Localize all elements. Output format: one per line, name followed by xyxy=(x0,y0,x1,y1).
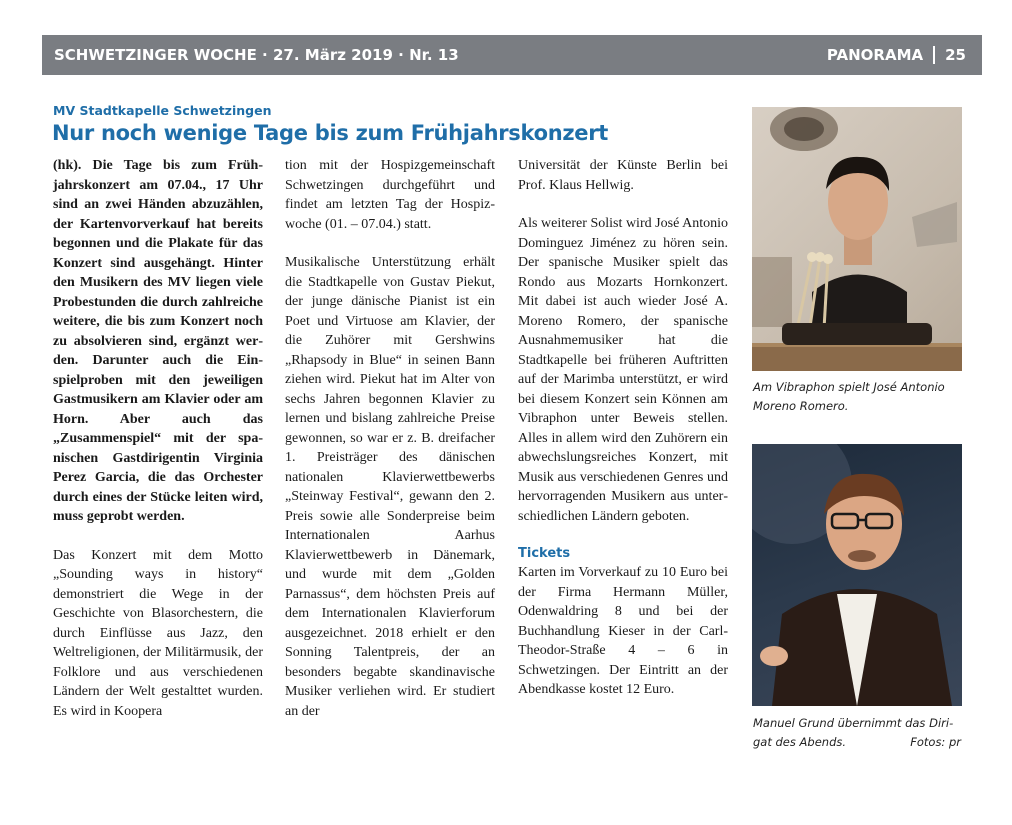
paragraph: Als weiterer Solist wird José Antonio Dominguez Jiménez zu hören sein. Der spanische Musiker spielt das Rondo aus Mozarts Hornkonzert. Mit dabei ist auch wieder José A. Moreno Romero, der spanische Ausnahmemusiker hat die Stadtkapelle bei früheren Auftritten auf der Marimba unterstützt, er wird bei diesem Konzert sein Können am Vibraphon unter Beweis stellen. Alles in allem wird den Zuhörern ein abwechslungsreiches Konzert, mit Musik aus verschiedenen Genres und hervorragenden Musikern aus unterschiedlichen Ländern geboten. xyxy=(518,216,728,524)
tickets-paragraph: Karten im Vorverkauf zu 10 Euro bei der Firma Hermann Müller, Odenwaldring 8 und bei der Buchhandlung Kieser in der Carl-Theodor-Straße 4 – 6 in Schwetzingen. Der Eintritt an der Abendkasse kostet 12 Euro. xyxy=(518,565,728,697)
publication-line: SCHWETZINGER WOCHE · 27. März 2019 · Nr. 13 xyxy=(54,46,459,64)
article-column-2 xyxy=(285,156,495,740)
paragraph: Das Konzert mit dem Motto „Sounding ways in history“ demonstriert die Wege in der Geschichte von Blasorchestern, die durch Einflüsse aus Jazz, den Weltreligionen, der Militärmusik, der Folklore und aus verschiedenen Ländern der Welt gestalttet wurden. Es wird in Koopera xyxy=(53,547,263,719)
conductor-photo xyxy=(752,444,962,706)
paragraph: tion mit der Hospizgemeinschaft Schwetzingen durchgeführt und findet am letzten Tag der Hospizwoche (01. – 07.04.) statt. xyxy=(285,158,495,232)
page-number: 25 xyxy=(945,46,966,64)
section-info xyxy=(827,46,966,64)
paragraph: Musikalische Unterstützung erhält die Stadtkapelle von Gustav Piekut, der junge dänische Pianist ist ein Poet und Virtuose am Klavier, der die Zuhörer mit Gershwins „Rhapsody in Blue“ in seinen Bann ziehen wird. Piekut hat im Alter von sechs Jahren begonnen Klavier zu lernen und bislang zahlreiche Preise gewonnen, so war er z. B. dreifacher 1. Preisträger des dänischen nationalen Klavierwettbewerbs „Steinway Festival“, gewann den 2. Preis sowie alle Sonderpreise beim Internationalen Aarhus Klavierwettbewerb in Dänemark, und wurde mit dem „Golden Parnassus“, dem höchsten Preis auf dem Internationalen Klavierforum ausgezeichnet. 2018 erhielt er den Sonning Talentpreis, der an besonders begabte skandinavische Musiker verliehen wird. Er studiert an der xyxy=(285,255,495,719)
photo-credit: Fotos: pr xyxy=(910,735,961,749)
article-kicker: MV Stadtkapelle Schwetzingen xyxy=(53,103,272,118)
lead-paragraph: (hk). Die Tage bis zum Frühjahrskonzert am 07.04., 17 Uhr sind an zwei Händen abzuzählen, der Kartenvorverkauf hat bereits begonnen und die Plakate für das Konzert sind ausgehängt. Hinter den Musikern des MV liegen viele Probestunden die durch zahlreiche weitere, die bis zum Konzert noch zu absolvieren sind, ergänzt werden. Darunter auch die Einspielproben mit den jeweiligen Gastmusikern am Klavier oder am Horn. Aber auch das „Zusammenspiel“ mit der spanischen Gastdirigentin Virginia Perez Garcia, die das Orchester durch eines der Stücke leiten wird, muss geprobt werden. xyxy=(53,158,263,524)
photo-caption-2-text: Manuel Grund übernimmt das Dirigat des Abends. xyxy=(753,716,954,749)
article-headline: Nur noch wenige Tage bis zum Frühjahrskonzert xyxy=(52,121,609,145)
conductor-photo-illustration xyxy=(752,444,962,706)
photo-caption-1: Am Vibraphon spielt José Antonio Moreno Romero. xyxy=(753,380,945,413)
article-column-3 xyxy=(518,156,728,719)
paragraph: Universität der Künste Berlin bei Prof. Klaus Hellwig. xyxy=(518,158,728,193)
photo-caption-2 xyxy=(753,714,965,752)
vibraphone-photo-illustration xyxy=(752,107,962,371)
vibraphone-photo xyxy=(752,107,962,371)
header-divider xyxy=(933,46,935,64)
tickets-heading: Tickets xyxy=(518,546,571,561)
section-name: PANORAMA xyxy=(826,46,924,64)
article-column-1 xyxy=(53,156,263,740)
page-header-bar xyxy=(42,35,982,75)
